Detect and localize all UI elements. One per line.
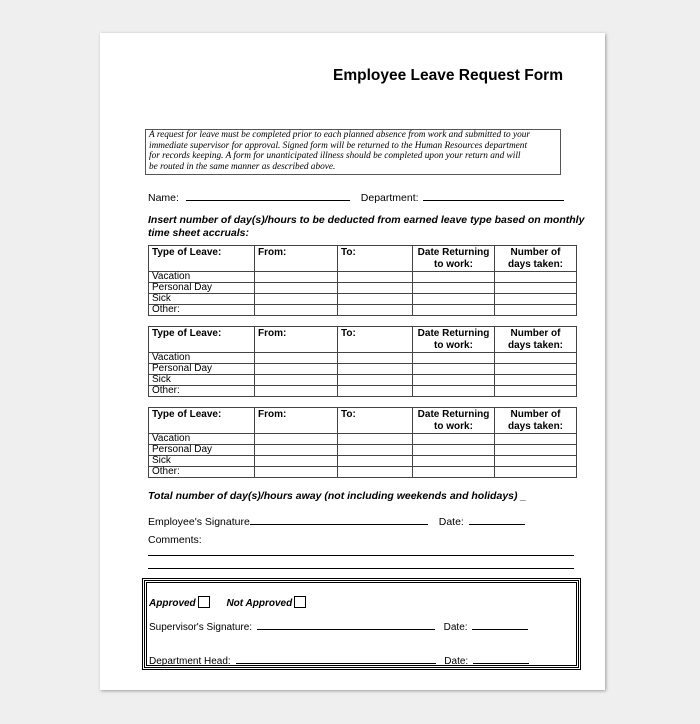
from-cell[interactable] xyxy=(255,467,338,478)
form-page xyxy=(100,33,605,690)
deduction-instructions xyxy=(148,214,588,240)
header-text: to work: xyxy=(434,258,473,270)
leave-type-sick: Sick xyxy=(149,375,255,386)
days-cell[interactable] xyxy=(495,353,577,364)
name-label: Name: xyxy=(148,192,179,204)
table-header-row xyxy=(149,408,577,434)
supervisor-signature-label: Supervisor's Signature: xyxy=(149,622,253,633)
days-cell[interactable] xyxy=(495,386,577,397)
return-cell[interactable] xyxy=(413,364,495,375)
intro-line: immediate supervisor for approval. Signed form will be returned to the Human Resources department xyxy=(149,140,528,151)
date-label: Date: xyxy=(438,516,464,528)
from-cell[interactable] xyxy=(255,434,338,445)
table-row xyxy=(149,353,577,364)
leave-table-3 xyxy=(148,407,577,478)
header-text: days taken: xyxy=(507,258,564,270)
leave-type-other: Other: xyxy=(149,467,255,478)
leave-type-personal: Personal Day xyxy=(149,445,255,456)
department-head-label: Department Head: xyxy=(149,656,231,667)
intro-line: for records keeping. A form for unanticipated illness should be completed upon your return and will xyxy=(149,151,521,162)
type-header: Type of Leave: xyxy=(149,408,255,434)
instruction-line: Insert number of day(s)/hours to be deducted from earned leave type based on monthly xyxy=(148,214,585,226)
from-cell[interactable] xyxy=(255,386,338,397)
comments-label: Comments: xyxy=(148,534,202,546)
department-head-field[interactable] xyxy=(236,653,436,664)
header-text: days taken: xyxy=(507,420,564,432)
from-cell[interactable] xyxy=(255,272,338,283)
leave-type-other: Other: xyxy=(149,305,255,316)
leave-type-vacation: Vacation xyxy=(149,353,255,364)
leave-type-personal: Personal Day xyxy=(149,364,255,375)
header-text: Date Returning xyxy=(417,328,490,339)
date-label: Date: xyxy=(444,656,469,667)
department-head-date-field[interactable] xyxy=(473,653,529,664)
header-text: Number of xyxy=(510,328,561,339)
supervisor-signature-field[interactable] xyxy=(257,619,435,630)
return-cell[interactable] xyxy=(413,375,495,386)
to-cell[interactable] xyxy=(338,375,413,386)
header-text: Number of xyxy=(510,409,561,420)
header-text: to work: xyxy=(434,420,473,432)
table-row xyxy=(149,434,577,445)
days-header xyxy=(495,246,577,272)
table-header-row xyxy=(149,246,577,272)
approved-label: Approved xyxy=(149,598,196,609)
leave-type-vacation: Vacation xyxy=(149,272,255,283)
return-cell[interactable] xyxy=(413,467,495,478)
employee-signature-field[interactable] xyxy=(250,514,428,525)
days-header xyxy=(495,408,577,434)
table-row xyxy=(149,467,577,478)
days-cell[interactable] xyxy=(495,375,577,386)
header-text: days taken: xyxy=(507,339,564,351)
leave-type-personal: Personal Day xyxy=(149,283,255,294)
leave-type-sick: Sick xyxy=(149,294,255,305)
name-field[interactable] xyxy=(186,190,350,201)
employee-signature-label: Employee's Signature xyxy=(148,516,250,528)
leave-type-sick: Sick xyxy=(149,456,255,467)
comments-line[interactable] xyxy=(148,568,574,569)
days-cell[interactable] xyxy=(495,445,577,456)
to-cell[interactable] xyxy=(338,386,413,397)
approval-box xyxy=(142,578,581,670)
table-row xyxy=(149,386,577,397)
return-cell[interactable] xyxy=(413,386,495,397)
header-text: Number of xyxy=(510,247,561,258)
to-cell[interactable] xyxy=(338,364,413,375)
days-cell[interactable] xyxy=(495,272,577,283)
to-cell[interactable] xyxy=(338,305,413,316)
type-header: Type of Leave: xyxy=(149,327,255,353)
from-cell[interactable] xyxy=(255,294,338,305)
return-cell[interactable] xyxy=(413,353,495,364)
to-header: To: xyxy=(338,327,413,353)
table-row xyxy=(149,375,577,386)
page-title: Employee Leave Request Form xyxy=(333,67,563,84)
days-cell[interactable] xyxy=(495,305,577,316)
return-cell[interactable] xyxy=(413,305,495,316)
return-cell[interactable] xyxy=(413,283,495,294)
to-cell[interactable] xyxy=(338,467,413,478)
from-cell[interactable] xyxy=(255,375,338,386)
days-cell[interactable] xyxy=(495,467,577,478)
to-header: To: xyxy=(338,408,413,434)
returning-header xyxy=(413,246,495,272)
return-cell[interactable] xyxy=(413,434,495,445)
return-cell[interactable] xyxy=(413,456,495,467)
days-header xyxy=(495,327,577,353)
to-header: To: xyxy=(338,246,413,272)
supervisor-signature-row xyxy=(149,619,528,633)
employee-signature-row xyxy=(148,514,525,528)
intro-box xyxy=(145,129,561,175)
not-approved-checkbox[interactable] xyxy=(294,596,306,608)
returning-header xyxy=(413,327,495,353)
header-text: Date Returning xyxy=(417,247,490,258)
department-field[interactable] xyxy=(423,190,564,201)
instruction-line: time sheet accruals: xyxy=(148,227,249,239)
to-cell[interactable] xyxy=(338,434,413,445)
days-cell[interactable] xyxy=(495,456,577,467)
approved-checkbox[interactable] xyxy=(198,596,210,608)
from-cell[interactable] xyxy=(255,456,338,467)
return-cell[interactable] xyxy=(413,445,495,456)
department-head-row xyxy=(149,653,529,667)
employee-date-field[interactable] xyxy=(469,514,525,525)
days-cell[interactable] xyxy=(495,283,577,294)
leave-table-2 xyxy=(148,326,577,397)
from-header: From: xyxy=(255,327,338,353)
supervisor-date-field[interactable] xyxy=(472,619,528,630)
total-days-label: Total number of day(s)/hours away (not including weekends and holidays) _ xyxy=(148,490,527,502)
from-cell[interactable] xyxy=(255,445,338,456)
days-cell[interactable] xyxy=(495,294,577,305)
intro-line: A request for leave must be completed prior to each planned absence from work and submitted to your xyxy=(149,130,531,140)
from-header: From: xyxy=(255,408,338,434)
days-cell[interactable] xyxy=(495,434,577,445)
to-cell[interactable] xyxy=(338,456,413,467)
return-cell[interactable] xyxy=(413,294,495,305)
days-cell[interactable] xyxy=(495,364,577,375)
table-header-row xyxy=(149,327,577,353)
header-text: Date Returning xyxy=(417,409,490,420)
comments-line[interactable] xyxy=(148,555,574,556)
from-cell[interactable] xyxy=(255,353,338,364)
table-row xyxy=(149,456,577,467)
table-row xyxy=(149,305,577,316)
leave-table-1 xyxy=(148,245,577,316)
table-row xyxy=(149,294,577,305)
name-row xyxy=(148,190,564,204)
table-row xyxy=(149,283,577,294)
not-approved-label: Not Approved xyxy=(226,598,293,609)
from-cell[interactable] xyxy=(255,364,338,375)
table-row xyxy=(149,272,577,283)
returning-header xyxy=(413,408,495,434)
to-cell[interactable] xyxy=(338,353,413,364)
leave-type-vacation: Vacation xyxy=(149,434,255,445)
table-row xyxy=(149,364,577,375)
from-cell[interactable] xyxy=(255,283,338,294)
return-cell[interactable] xyxy=(413,272,495,283)
department-label: Department: xyxy=(360,192,419,204)
to-cell[interactable] xyxy=(338,283,413,294)
type-header: Type of Leave: xyxy=(149,246,255,272)
to-cell[interactable] xyxy=(338,445,413,456)
intro-line: be routed in the same manner as described above. xyxy=(149,161,336,172)
leave-type-other: Other: xyxy=(149,386,255,397)
approval-choice-row xyxy=(149,596,306,609)
table-row xyxy=(149,445,577,456)
to-cell[interactable] xyxy=(338,272,413,283)
date-label: Date: xyxy=(443,622,468,633)
to-cell[interactable] xyxy=(338,294,413,305)
header-text: to work: xyxy=(434,339,473,351)
from-header: From: xyxy=(255,246,338,272)
from-cell[interactable] xyxy=(255,305,338,316)
